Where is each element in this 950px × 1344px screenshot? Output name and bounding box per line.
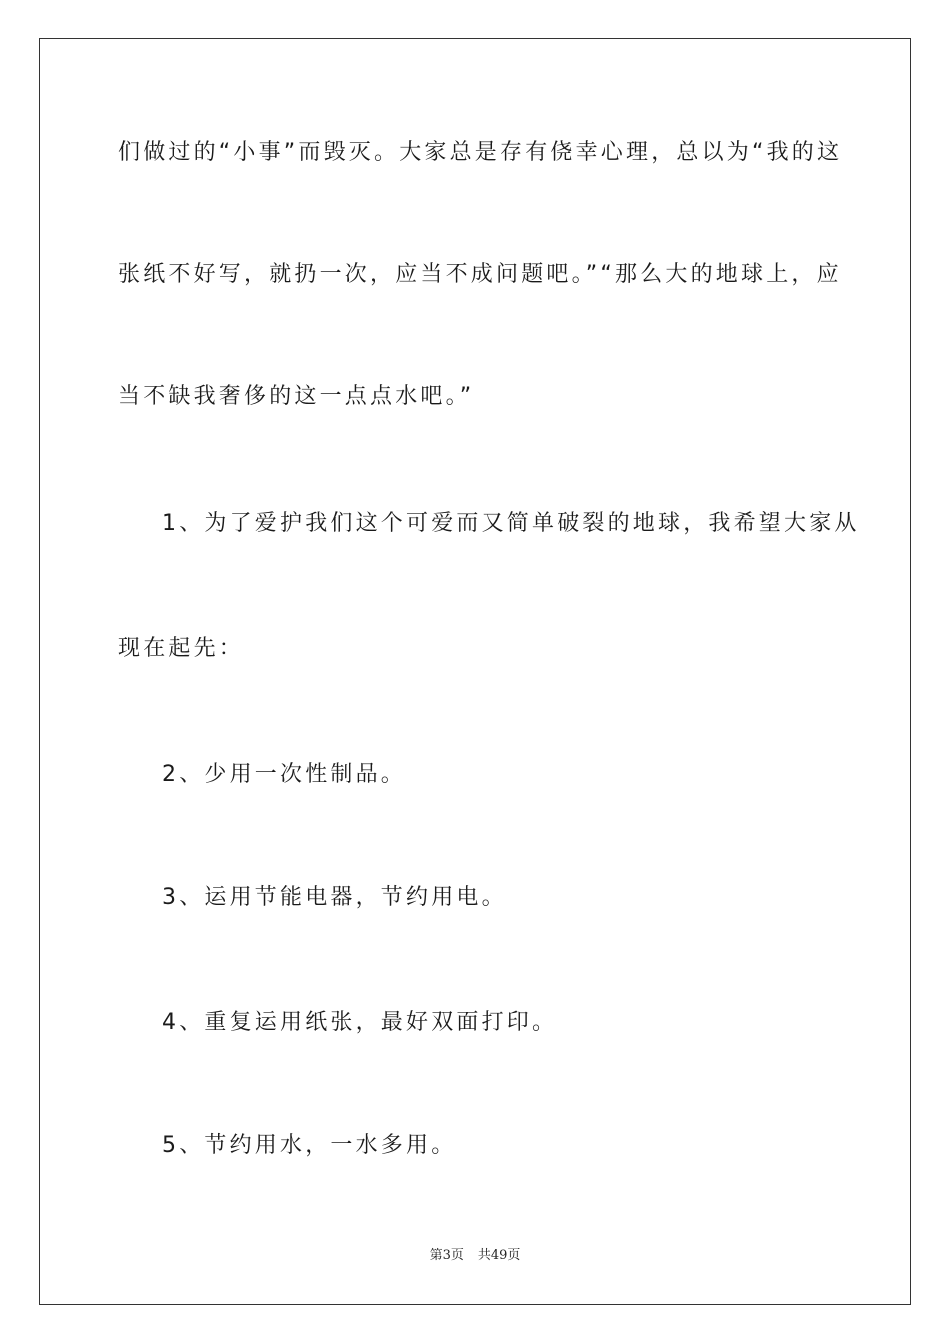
list-item-4: 4、重复运用纸张，最好双面打印。	[162, 1010, 558, 1035]
page-border	[39, 38, 911, 1305]
paragraph-line: 当不缺我奢侈的这一点点水吧。”	[118, 384, 475, 409]
list-item-1: 1、为了爱护我们这个可爱而又简单破裂的地球，我希望大家从	[162, 511, 860, 536]
paragraph-line: 们做过的“小事”而毁灭。大家总是存有侥幸心理，总以为“我的这	[118, 140, 843, 165]
paragraph-line: 张纸不好写，就扔一次，应当不成问题吧。”“那么大的地球上，应	[118, 262, 842, 287]
paragraph-line: 现在起先：	[118, 636, 245, 661]
total-pages: 共49页	[477, 1248, 521, 1263]
list-item-3: 3、运用节能电器，节约用电。	[162, 885, 507, 910]
page-footer	[0, 1247, 950, 1265]
page-number: 第3页	[429, 1248, 464, 1263]
list-item-5: 5、节约用水，一水多用。	[162, 1133, 457, 1158]
list-item-2: 2、少用一次性制品。	[162, 762, 406, 787]
